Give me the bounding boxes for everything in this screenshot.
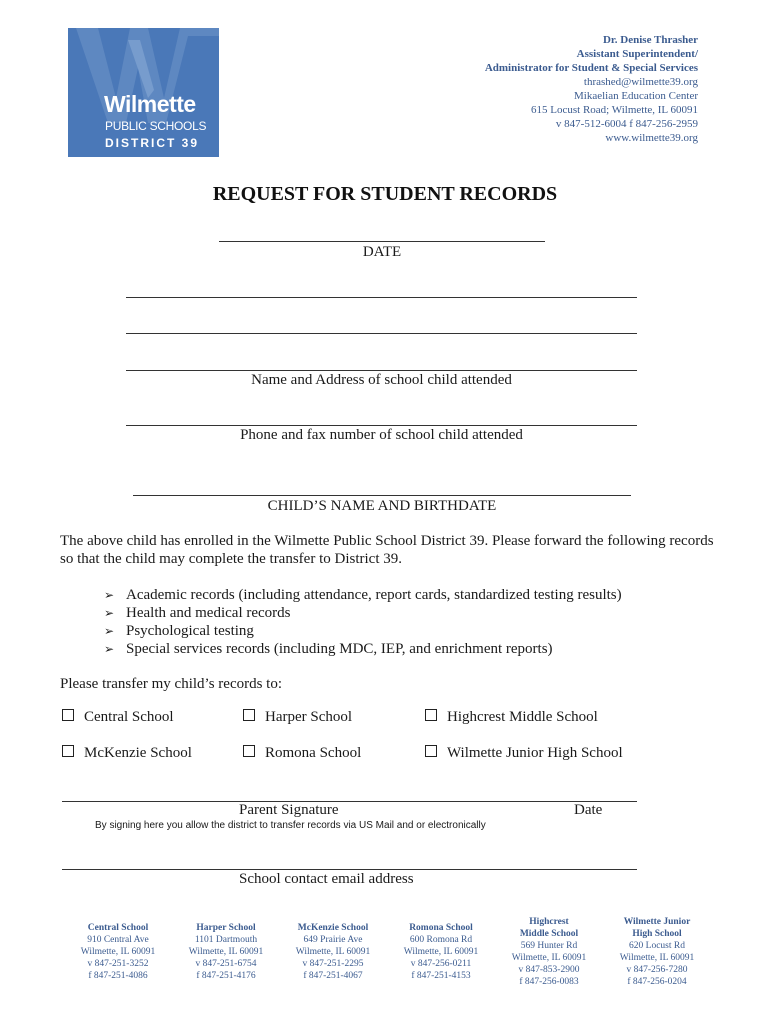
checkbox-icon[interactable]: [243, 745, 255, 757]
footer-school: Highcrest Middle School 569 Hunter Rd Wilmette, IL 60091 v 847-853-2900 f 847-256-0083: [511, 917, 587, 987]
list-item: ➢ Health and medical records: [104, 605, 291, 621]
date-line[interactable]: [219, 241, 545, 242]
school-phone-fax-label: Phone and fax number of school child attended: [240, 427, 523, 443]
option-wjhs-school[interactable]: Wilmette Junior High School: [425, 745, 623, 762]
district-logo: [68, 28, 219, 157]
option-central-school[interactable]: Central School: [62, 709, 174, 726]
contact-name: Dr. Denise Thrasher: [602, 34, 698, 46]
contact-web: www.wilmette39.org: [605, 132, 698, 144]
records-list: [104, 586, 622, 658]
checkbox-icon[interactable]: [62, 709, 74, 721]
school-phone-line[interactable]: [126, 425, 637, 426]
option-harper-school[interactable]: Harper School: [243, 709, 352, 726]
footer-school: Harper School 1101 Dartmouth Wilmette, IL 60091 v 847-251-6754 f 847-251-4176: [188, 923, 264, 981]
transfer-prompt: Please transfer my child’s records to:: [60, 676, 283, 692]
list-item: ➢ Psychological testing: [104, 623, 254, 639]
arrow-bullet-icon: ➢: [104, 606, 115, 620]
enrollment-paragraph: The above child has enrolled in the Wilmette Public School District 39. Please forward the following records so that the child may complete the transfer to District 39.: [60, 533, 714, 567]
child-name-label: CHILD’S NAME AND BIRTHDATE: [267, 498, 497, 514]
school-email-label: School contact email address: [239, 871, 414, 887]
contact-center: Mikaelian Education Center: [573, 90, 698, 102]
logo-subtitle: PUBLIC SCHOOLS: [105, 119, 207, 133]
logo-name: Wilmette: [104, 91, 196, 117]
child-name-line[interactable]: [133, 495, 631, 496]
school-name-address-label: Name and Address of school child attended: [251, 372, 512, 388]
list-item: ➢ Academic records (including attendance, report cards, standardized testing results): [104, 587, 622, 603]
checkbox-icon[interactable]: [425, 745, 437, 757]
arrow-bullet-icon: ➢: [104, 588, 115, 602]
form-title: REQUEST FOR STUDENT RECORDS: [212, 183, 558, 205]
signature-note: By signing here you allow the district to transfer records via US Mail and or electronically: [95, 820, 486, 831]
contact-phone: v 847-512-6004 f 847-256-2959: [555, 118, 698, 130]
checkbox-icon[interactable]: [243, 709, 255, 721]
footer-school: McKenzie School 649 Prairie Ave Wilmette, IL 60091 v 847-251-2295 f 847-251-4067: [295, 923, 371, 981]
checkbox-icon[interactable]: [62, 745, 74, 757]
option-romona-school[interactable]: Romona School: [243, 745, 361, 762]
arrow-bullet-icon: ➢: [104, 642, 115, 656]
contact-header: [485, 33, 698, 145]
parent-signature-label: Parent Signature: [239, 802, 339, 818]
school-info-line-2[interactable]: [126, 333, 637, 334]
contact-title-2: Administrator for Student & Special Services: [484, 62, 698, 74]
contact-address: 615 Locust Road; Wilmette, IL 60091: [531, 104, 698, 116]
footer-school: Romona School 600 Romona Rd Wilmette, IL 60091 v 847-256-0211 f 847-251-4153: [403, 923, 479, 981]
date-label: DATE: [362, 244, 402, 260]
list-item: ➢ Special services records (including MDC, IEP, and enrichment reports): [104, 641, 553, 657]
signature-line[interactable]: [62, 801, 637, 802]
contact-email: thrashed@wilmette39.org: [583, 76, 698, 88]
email-line[interactable]: [62, 869, 637, 870]
school-info-line-3[interactable]: [126, 370, 637, 371]
footer-school: Central School 910 Central Ave Wilmette, IL 60091 v 847-251-3252 f 847-251-4086: [80, 923, 156, 981]
footer-school: Wilmette Junior High School 620 Locust Rd Wilmette, IL 60091 v 847-256-7280 f 847-256-0204: [619, 917, 695, 987]
arrow-bullet-icon: ➢: [104, 624, 115, 638]
school-info-line-1[interactable]: [126, 297, 637, 298]
signature-date-label: Date: [574, 802, 603, 818]
checkbox-icon[interactable]: [425, 709, 437, 721]
logo-district: DISTRICT 39: [105, 136, 200, 150]
option-highcrest-school[interactable]: Highcrest Middle School: [425, 709, 598, 726]
contact-title-1: Assistant Superintendent/: [576, 48, 698, 60]
option-mckenzie-school[interactable]: McKenzie School: [62, 745, 192, 762]
